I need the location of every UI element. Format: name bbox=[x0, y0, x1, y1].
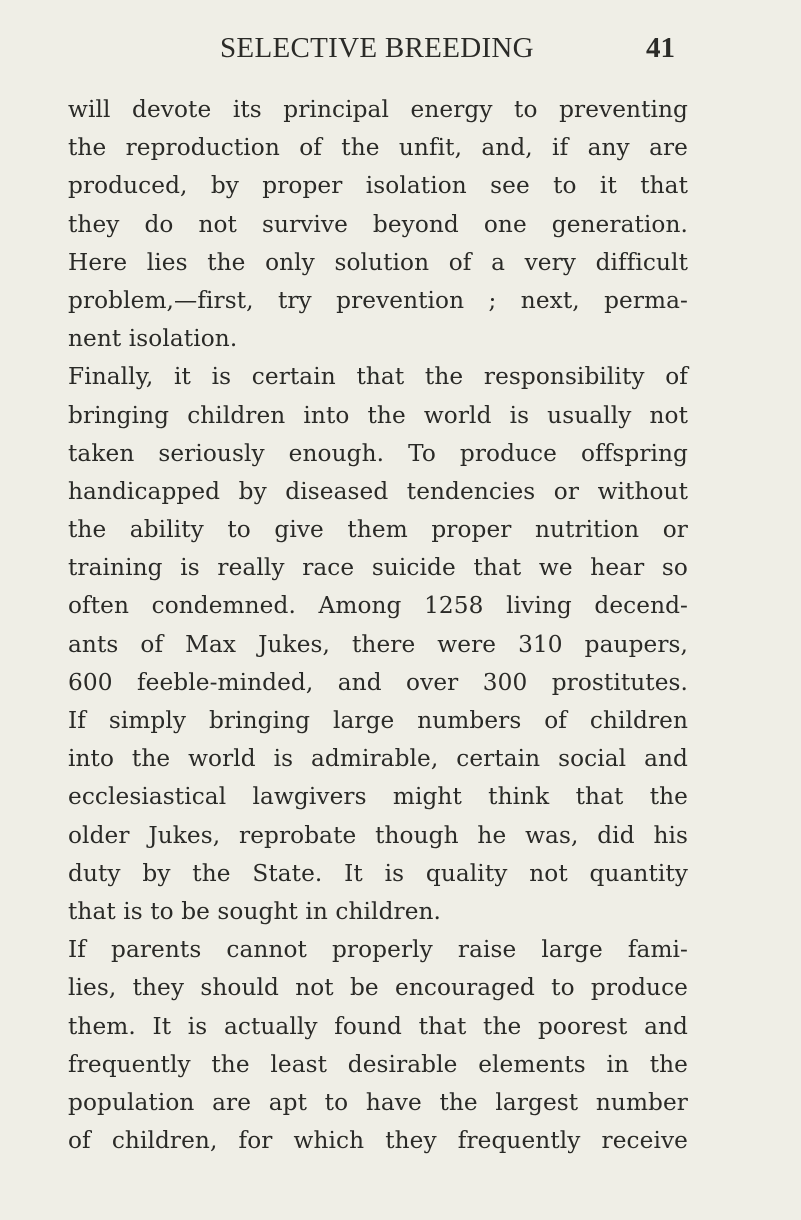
text-line: often condemned. Among 1258 living decend- bbox=[68, 592, 688, 620]
text-line: problem,—first, try prevention ; next, perma- bbox=[68, 286, 688, 314]
text-line: will devote its principal energy to preventing bbox=[68, 96, 688, 123]
page-number: 41 bbox=[646, 32, 675, 64]
text-line: If simply bringing large numbers of children bbox=[68, 707, 688, 734]
running-title: SELECTIVE BREEDING bbox=[220, 32, 534, 64]
text-line: handicapped by diseased tendencies or without bbox=[68, 477, 688, 505]
text-line: bringing children into the world is usually not bbox=[68, 401, 688, 429]
text-line: population are apt to have the largest number bbox=[68, 1088, 688, 1116]
text-line: that is to be sought in children. bbox=[68, 897, 442, 925]
text-line: training is really race suicide that we hear so bbox=[68, 554, 688, 582]
text-line: frequently the least desirable elements in the bbox=[68, 1050, 688, 1078]
text-line: the ability to give them proper nutrition or bbox=[68, 516, 688, 544]
text-line: of children, for which they frequently receive bbox=[68, 1127, 688, 1155]
text-line: 600 feeble-minded, and over 300 prostitutes. bbox=[68, 668, 688, 696]
text-line: Here lies the only solution of a very difficult bbox=[68, 248, 688, 276]
text-line: older Jukes, reprobate though he was, did his bbox=[68, 821, 688, 849]
text-line: them. It is actually found that the poorest and bbox=[68, 1012, 688, 1040]
running-head bbox=[0, 32, 801, 68]
text-line: taken seriously enough. To produce offspring bbox=[68, 439, 688, 467]
body-text bbox=[68, 91, 688, 1160]
text-line: ants of Max Jukes, there were 310 paupers, bbox=[68, 630, 688, 658]
text-line: Finally, it is certain that the responsibility of bbox=[68, 363, 688, 391]
text-line: into the world is admirable, certain social and bbox=[68, 745, 688, 773]
text-line: nent isolation. bbox=[68, 325, 238, 353]
text-line: they do not survive beyond one generation. bbox=[68, 210, 688, 238]
text-line: ecclesiastical lawgivers might think that the bbox=[68, 783, 688, 811]
text-line: duty by the State. It is quality not quantity bbox=[68, 859, 688, 887]
text-line: produced, by proper isolation see to it that bbox=[68, 172, 688, 200]
text-line: lies, they should not be encouraged to produce bbox=[68, 974, 688, 1002]
text-line: the reproduction of the unfit, and, if any are bbox=[68, 134, 688, 162]
text-line: If parents cannot properly raise large fami- bbox=[68, 936, 688, 964]
